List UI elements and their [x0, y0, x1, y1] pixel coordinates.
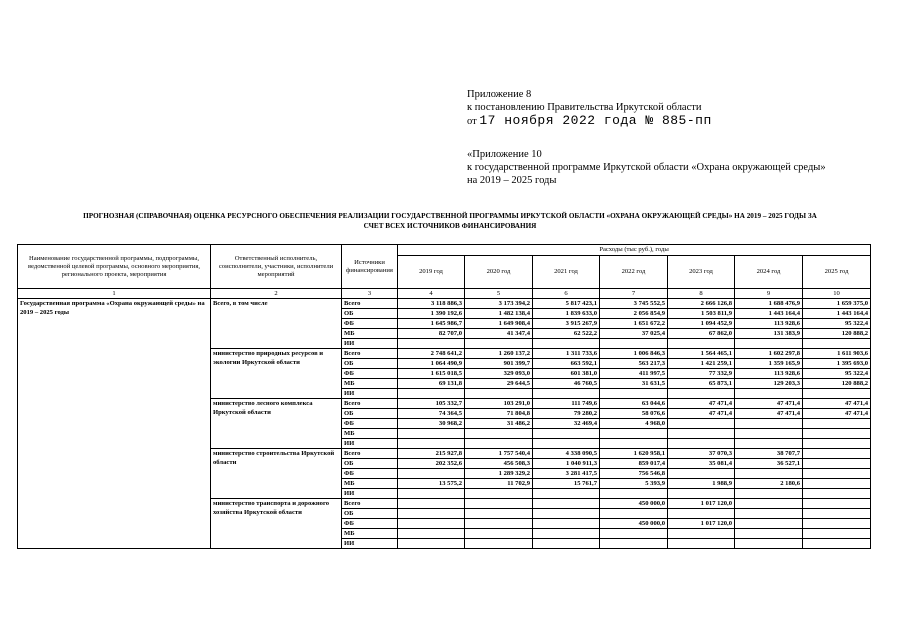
appendix-10-program: к государственной программе Иркутской области «Охрана окружающей среды» — [467, 162, 826, 173]
source-cell: ИИ — [342, 489, 398, 499]
value-cell: 37 025,4 — [600, 329, 668, 339]
value-cell: 74 364,5 — [398, 409, 465, 419]
value-cell: 71 804,8 — [465, 409, 533, 419]
value-cell — [803, 419, 871, 429]
appendix-8-label: Приложение 8 — [467, 89, 532, 100]
value-cell: 1 564 465,1 — [668, 349, 735, 359]
value-cell — [398, 439, 465, 449]
value-cell — [398, 529, 465, 539]
value-cell — [803, 529, 871, 539]
value-cell — [668, 339, 735, 349]
value-cell — [735, 519, 803, 529]
value-cell: 901 399,7 — [465, 359, 533, 369]
value-cell — [398, 429, 465, 439]
value-cell: 5 817 423,1 — [533, 299, 600, 309]
value-cell — [398, 389, 465, 399]
value-cell — [668, 539, 735, 549]
value-cell: 32 469,4 — [533, 419, 600, 429]
value-cell — [533, 509, 600, 519]
value-cell: 113 928,6 — [735, 319, 803, 329]
value-cell — [735, 499, 803, 509]
executor-cell: министерство строительства Иркутской области — [211, 449, 342, 499]
value-cell: 1 260 137,2 — [465, 349, 533, 359]
value-cell: 4 968,0 — [600, 419, 668, 429]
header-name: Наименование государственной программы, подпрограммы, ведомственной целевой программы, основного мероприятия, регионального проекта, мероприятия — [18, 245, 211, 289]
source-cell: ФБ — [342, 469, 398, 479]
value-cell: 329 093,0 — [465, 369, 533, 379]
value-cell: 1 602 297,8 — [735, 349, 803, 359]
value-cell: 1 017 120,0 — [668, 499, 735, 509]
value-cell: 1 289 329,2 — [465, 469, 533, 479]
source-cell: Всего — [342, 499, 398, 509]
value-cell: 77 332,9 — [668, 369, 735, 379]
value-cell: 1 421 259,1 — [668, 359, 735, 369]
value-cell: 563 217,3 — [600, 359, 668, 369]
value-cell: 47 471,4 — [735, 409, 803, 419]
executor-cell: министерство природных ресурсов и экологии Иркутской области — [211, 349, 342, 399]
value-cell: 601 381,0 — [533, 369, 600, 379]
value-cell: 1 651 672,2 — [600, 319, 668, 329]
source-cell: МБ — [342, 329, 398, 339]
source-cell: ОБ — [342, 459, 398, 469]
value-cell — [735, 389, 803, 399]
value-cell — [465, 509, 533, 519]
value-cell: 3 118 886,3 — [398, 299, 465, 309]
value-cell — [600, 339, 668, 349]
table-row — [18, 299, 871, 309]
value-cell — [600, 509, 668, 519]
value-cell: 1 649 908,4 — [465, 319, 533, 329]
value-cell: 663 592,1 — [533, 359, 600, 369]
column-number: 4 — [398, 289, 465, 299]
header-year: 2025 год — [803, 256, 871, 289]
value-cell — [803, 479, 871, 489]
value-cell — [803, 339, 871, 349]
value-cell — [735, 419, 803, 429]
source-cell: ОБ — [342, 359, 398, 369]
source-cell: ОБ — [342, 409, 398, 419]
document-title — [30, 211, 870, 231]
value-cell — [668, 439, 735, 449]
source-cell: ИИ — [342, 339, 398, 349]
value-cell: 5 393,9 — [600, 479, 668, 489]
value-cell — [735, 489, 803, 499]
appendix-10-header — [467, 148, 826, 187]
value-cell: 2 180,6 — [735, 479, 803, 489]
value-cell: 31 631,5 — [600, 379, 668, 389]
value-cell: 131 383,9 — [735, 329, 803, 339]
value-cell — [465, 539, 533, 549]
header-executor: Ответственный исполнитель, соисполнители, участники, исполнители мероприятий — [211, 245, 342, 289]
column-number: 3 — [342, 289, 398, 299]
value-cell — [533, 429, 600, 439]
header-year: 2023 год — [668, 256, 735, 289]
value-cell: 120 888,2 — [803, 379, 871, 389]
value-cell — [533, 519, 600, 529]
value-cell — [533, 439, 600, 449]
value-cell: 82 707,0 — [398, 329, 465, 339]
value-cell: 120 888,2 — [803, 329, 871, 339]
value-cell — [533, 489, 600, 499]
source-cell: ИИ — [342, 389, 398, 399]
value-cell: 30 968,2 — [398, 419, 465, 429]
value-cell: 1 645 986,7 — [398, 319, 465, 329]
value-cell: 1 611 903,6 — [803, 349, 871, 359]
value-cell — [533, 339, 600, 349]
value-cell: 1 659 375,0 — [803, 299, 871, 309]
value-cell: 1 443 164,4 — [735, 309, 803, 319]
value-cell — [735, 339, 803, 349]
value-cell — [668, 429, 735, 439]
value-cell: 450 000,0 — [600, 499, 668, 509]
source-cell: МБ — [342, 529, 398, 539]
value-cell — [465, 429, 533, 439]
value-cell: 3 915 267,9 — [533, 319, 600, 329]
column-number: 1 — [18, 289, 211, 299]
value-cell — [398, 519, 465, 529]
value-cell: 2 056 854,9 — [600, 309, 668, 319]
value-cell: 1 503 811,9 — [668, 309, 735, 319]
source-cell: ФБ — [342, 519, 398, 529]
value-cell — [533, 539, 600, 549]
value-cell: 13 575,2 — [398, 479, 465, 489]
value-cell: 47 471,4 — [803, 399, 871, 409]
value-cell — [735, 529, 803, 539]
header-expenses: Расходы (тыс руб.), годы — [398, 245, 871, 256]
value-cell: 1 006 846,3 — [600, 349, 668, 359]
value-cell: 95 322,4 — [803, 369, 871, 379]
value-cell: 215 927,8 — [398, 449, 465, 459]
value-cell: 95 322,4 — [803, 319, 871, 329]
value-cell: 29 644,5 — [465, 379, 533, 389]
value-cell — [803, 439, 871, 449]
document-title-line-1: ПРОГНОЗНАЯ (СПРАВОЧНАЯ) ОЦЕНКА РЕСУРСНОГО ОБЕСПЕЧЕНИЯ РЕАЛИЗАЦИИ ГОСУДАРСТВЕННОЙ ПРОГРАММЫ ИРКУТСКОЙ ОБЛАСТИ «ОХРАНА ОКРУЖАЮЩЕЙ СРЕДЫ» НА 2019 – 2025 ГОДЫ ЗА — [83, 212, 817, 220]
value-cell: 4 338 090,5 — [533, 449, 600, 459]
value-cell: 1 757 540,4 — [465, 449, 533, 459]
value-cell — [398, 489, 465, 499]
header-year: 2024 год — [735, 256, 803, 289]
document-title-line-2: СЧЕТ ВСЕХ ИСТОЧНИКОВ ФИНАНСИРОВАНИЯ — [363, 222, 537, 230]
value-cell: 1 443 164,4 — [803, 309, 871, 319]
value-cell — [600, 389, 668, 399]
value-cell: 1 311 733,6 — [533, 349, 600, 359]
source-cell: МБ — [342, 479, 398, 489]
value-cell — [533, 389, 600, 399]
value-cell: 41 347,4 — [465, 329, 533, 339]
value-cell: 111 749,6 — [533, 399, 600, 409]
column-number-row — [18, 289, 871, 299]
value-cell: 79 280,2 — [533, 409, 600, 419]
value-cell: 1 040 911,3 — [533, 459, 600, 469]
value-cell: 31 486,2 — [465, 419, 533, 429]
value-cell — [533, 529, 600, 539]
value-cell: 37 070,3 — [668, 449, 735, 459]
value-cell: 756 546,8 — [600, 469, 668, 479]
executor-cell: министерство лесного комплекса Иркутской области — [211, 399, 342, 449]
value-cell: 411 997,5 — [600, 369, 668, 379]
appendix-8-date-line — [467, 114, 712, 128]
value-cell: 2 748 641,2 — [398, 349, 465, 359]
value-cell: 1 017 120,0 — [668, 519, 735, 529]
appendix-8-date-prefix: от — [467, 116, 477, 127]
value-cell — [735, 429, 803, 439]
value-cell — [735, 539, 803, 549]
value-cell — [668, 489, 735, 499]
appendix-8-date-number: 17 ноября 2022 года № 885-пп — [479, 113, 712, 128]
value-cell: 113 928,6 — [735, 369, 803, 379]
value-cell — [398, 339, 465, 349]
value-cell: 38 707,7 — [735, 449, 803, 459]
value-cell: 11 702,9 — [465, 479, 533, 489]
column-number: 2 — [211, 289, 342, 299]
column-number: 5 — [465, 289, 533, 299]
value-cell: 1 988,9 — [668, 479, 735, 489]
value-cell: 47 471,4 — [735, 399, 803, 409]
value-cell: 69 131,8 — [398, 379, 465, 389]
value-cell: 202 352,6 — [398, 459, 465, 469]
source-cell: Всего — [342, 349, 398, 359]
value-cell — [803, 449, 871, 459]
value-cell — [465, 339, 533, 349]
source-cell: МБ — [342, 379, 398, 389]
appendix-8-header — [467, 88, 712, 128]
value-cell: 450 000,0 — [600, 519, 668, 529]
source-cell: МБ — [342, 429, 398, 439]
value-cell — [668, 469, 735, 479]
value-cell — [600, 489, 668, 499]
value-cell — [465, 389, 533, 399]
value-cell: 1 839 633,0 — [533, 309, 600, 319]
value-cell — [803, 389, 871, 399]
value-cell — [735, 439, 803, 449]
value-cell — [803, 469, 871, 479]
value-cell: 129 203,3 — [735, 379, 803, 389]
header-year: 2019 год — [398, 256, 465, 289]
value-cell — [668, 419, 735, 429]
value-cell: 1 064 490,9 — [398, 359, 465, 369]
value-cell: 1 615 018,5 — [398, 369, 465, 379]
source-cell: ИИ — [342, 539, 398, 549]
value-cell: 456 508,3 — [465, 459, 533, 469]
value-cell — [668, 389, 735, 399]
source-cell: ОБ — [342, 509, 398, 519]
value-cell: 105 332,7 — [398, 399, 465, 409]
value-cell: 1 359 165,9 — [735, 359, 803, 369]
column-number: 8 — [668, 289, 735, 299]
value-cell: 859 017,4 — [600, 459, 668, 469]
header-year: 2020 год — [465, 256, 533, 289]
value-cell — [465, 489, 533, 499]
value-cell — [600, 439, 668, 449]
value-cell — [668, 509, 735, 519]
program-name-cell: Государственная программа «Охрана окружающей среды» на 2019 – 2025 годы — [18, 299, 211, 549]
value-cell — [600, 529, 668, 539]
value-cell — [668, 529, 735, 539]
value-cell — [735, 509, 803, 519]
source-cell: ФБ — [342, 369, 398, 379]
appendix-10-label: «Приложение 10 — [467, 149, 542, 160]
value-cell: 2 666 126,8 — [668, 299, 735, 309]
value-cell — [398, 539, 465, 549]
value-cell: 63 044,6 — [600, 399, 668, 409]
column-number: 10 — [803, 289, 871, 299]
value-cell: 35 081,4 — [668, 459, 735, 469]
value-cell — [398, 469, 465, 479]
value-cell: 1 620 958,1 — [600, 449, 668, 459]
source-cell: Всего — [342, 399, 398, 409]
value-cell — [803, 509, 871, 519]
header-source: Источники финансирования — [342, 245, 398, 289]
executor-cell: Всего, в том числе — [211, 299, 342, 349]
value-cell — [600, 539, 668, 549]
value-cell — [398, 509, 465, 519]
executor-cell: министерство транспорта и дорожного хозяйства Иркутской области — [211, 499, 342, 549]
value-cell — [803, 489, 871, 499]
value-cell — [803, 499, 871, 509]
value-cell — [465, 439, 533, 449]
value-cell: 15 761,7 — [533, 479, 600, 489]
value-cell — [465, 519, 533, 529]
value-cell: 3 745 552,5 — [600, 299, 668, 309]
value-cell: 62 522,2 — [533, 329, 600, 339]
appendix-8-decree: к постановлению Правительства Иркутской области — [467, 102, 702, 113]
column-number: 9 — [735, 289, 803, 299]
value-cell: 103 291,0 — [465, 399, 533, 409]
resource-table — [17, 244, 871, 549]
value-cell: 36 527,1 — [735, 459, 803, 469]
value-cell — [398, 499, 465, 509]
value-cell: 1 390 192,6 — [398, 309, 465, 319]
value-cell — [803, 539, 871, 549]
value-cell: 3 173 394,2 — [465, 299, 533, 309]
value-cell — [803, 459, 871, 469]
source-cell: ФБ — [342, 319, 398, 329]
value-cell — [465, 499, 533, 509]
appendix-10-period: на 2019 – 2025 годы — [467, 175, 557, 186]
header-year: 2021 год — [533, 256, 600, 289]
value-cell: 67 862,0 — [668, 329, 735, 339]
value-cell: 47 471,4 — [803, 409, 871, 419]
value-cell — [600, 429, 668, 439]
value-cell — [465, 529, 533, 539]
column-number: 6 — [533, 289, 600, 299]
value-cell: 47 471,4 — [668, 399, 735, 409]
value-cell: 47 471,4 — [668, 409, 735, 419]
value-cell: 1 482 138,4 — [465, 309, 533, 319]
value-cell: 65 873,1 — [668, 379, 735, 389]
value-cell — [735, 469, 803, 479]
value-cell: 1 395 693,0 — [803, 359, 871, 369]
value-cell — [803, 519, 871, 529]
column-number: 7 — [600, 289, 668, 299]
value-cell: 3 281 417,5 — [533, 469, 600, 479]
value-cell: 46 760,5 — [533, 379, 600, 389]
source-cell: ФБ — [342, 419, 398, 429]
source-cell: Всего — [342, 299, 398, 309]
header-year: 2022 год — [600, 256, 668, 289]
source-cell: ИИ — [342, 439, 398, 449]
source-cell: Всего — [342, 449, 398, 459]
value-cell — [803, 429, 871, 439]
source-cell: ОБ — [342, 309, 398, 319]
value-cell: 1 688 476,9 — [735, 299, 803, 309]
value-cell — [533, 499, 600, 509]
value-cell: 58 076,6 — [600, 409, 668, 419]
value-cell: 1 094 452,9 — [668, 319, 735, 329]
